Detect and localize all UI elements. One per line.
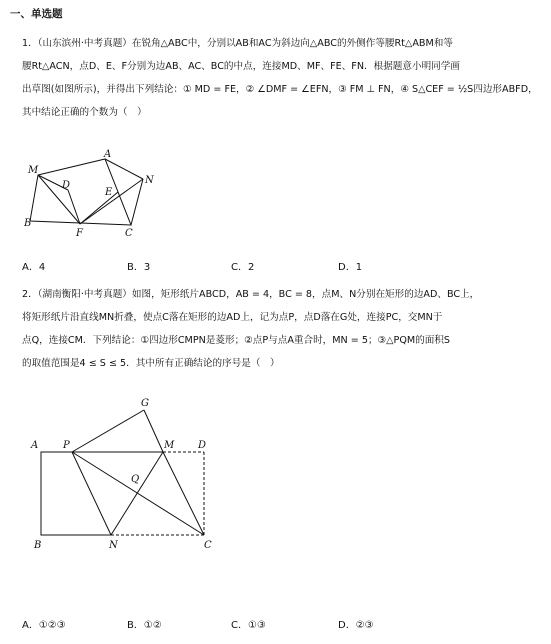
q1-label-b: B (24, 218, 32, 229)
q2-option-d[interactable]: D．②③ (338, 620, 374, 631)
q2-segment-mn (111, 452, 163, 535)
q2-label-a: A (31, 440, 39, 451)
q2-label-q: Q (131, 474, 140, 485)
q2-option-b[interactable]: B．①② (127, 620, 162, 631)
q2-label-m: M (164, 440, 175, 451)
q2-label-c: C (204, 540, 212, 551)
q1-label-a: A (104, 149, 112, 160)
q2-option-a[interactable]: A．①②③ (22, 620, 66, 631)
q2-segment-pg (72, 410, 144, 452)
q1-label-c: C (125, 228, 133, 239)
q2-figure (22, 396, 222, 554)
q1-option-d[interactable]: D．1 (338, 262, 363, 273)
q2-label-g: G (141, 398, 149, 409)
question-2 (22, 283, 542, 375)
q1-label-e: E (105, 187, 113, 198)
q1-label-f: F (76, 228, 83, 239)
q2-label-d: D (198, 440, 207, 451)
q1-option-b[interactable]: B．3 (127, 262, 151, 273)
q2-line-3: 点Q，连接CM．下列结论：①四边形CMPN是菱形；②点P与点A重合时，MN = 5；③△PQM的面积S (22, 335, 451, 346)
q1-option-c[interactable]: C．2 (231, 262, 255, 273)
q1-label-m: M (28, 165, 39, 176)
q2-line-2: 将矩形纸片沿直线MN折叠，使点C落在矩形的边AD上，记为点P，点D落在G处，连接PC，交MN于 (22, 312, 443, 323)
q1-figure (22, 148, 172, 240)
q2-label-p: P (63, 440, 70, 451)
q1-label-d: D (62, 180, 71, 191)
q1-line-4: 其中结论正确的个数为（ ） (22, 107, 147, 118)
q2-line-1: 2．（湖南衡阳·中考真题）如图，矩形纸片ABCD，AB = 4，BC = 8，点M、N分别在矩形的边AD、BC上， (22, 289, 480, 300)
q1-segment-fn (80, 179, 143, 224)
q1-line-3: 出草图(如图所示)，并得出下列结论：① MD = FE，② ∠DMF = ∠EFN，③ FM ⊥ FN，④ S△CEF = ½S四边形ABFD， (22, 84, 538, 95)
q1-label-n: N (145, 175, 154, 186)
q1-line-2: 腰Rt△ACN，点D、E、F分别为边AB、AC、BC的中点，连接MD、MF、FE、FN．根据题意小明同学画 (22, 61, 460, 72)
q1-option-a[interactable]: A．4 (22, 262, 46, 273)
section-title: 一、单选题 (10, 8, 63, 20)
q2-option-c[interactable]: C．①③ (231, 620, 266, 631)
q2-segment-gm (144, 410, 163, 452)
q2-label-b: B (34, 540, 42, 551)
q2-label-n: N (109, 540, 118, 551)
q1-segment-df (68, 190, 80, 224)
q1-segment-an (105, 159, 143, 179)
q1-segment-mf (38, 175, 80, 224)
q2-rectangle-left (41, 452, 111, 535)
question-1 (22, 32, 542, 124)
q2-line-4: 的取值范围是4 ≤ S ≤ 5．其中所有正确结论的序号是（ ） (22, 358, 280, 369)
q1-line-1: 1．（山东滨州·中考真题）在锐角△ABC中，分别以AB和AC为斜边向△ABC的外侧作等腰Rt△ABM和等 (22, 38, 453, 49)
q1-outline (30, 159, 131, 225)
